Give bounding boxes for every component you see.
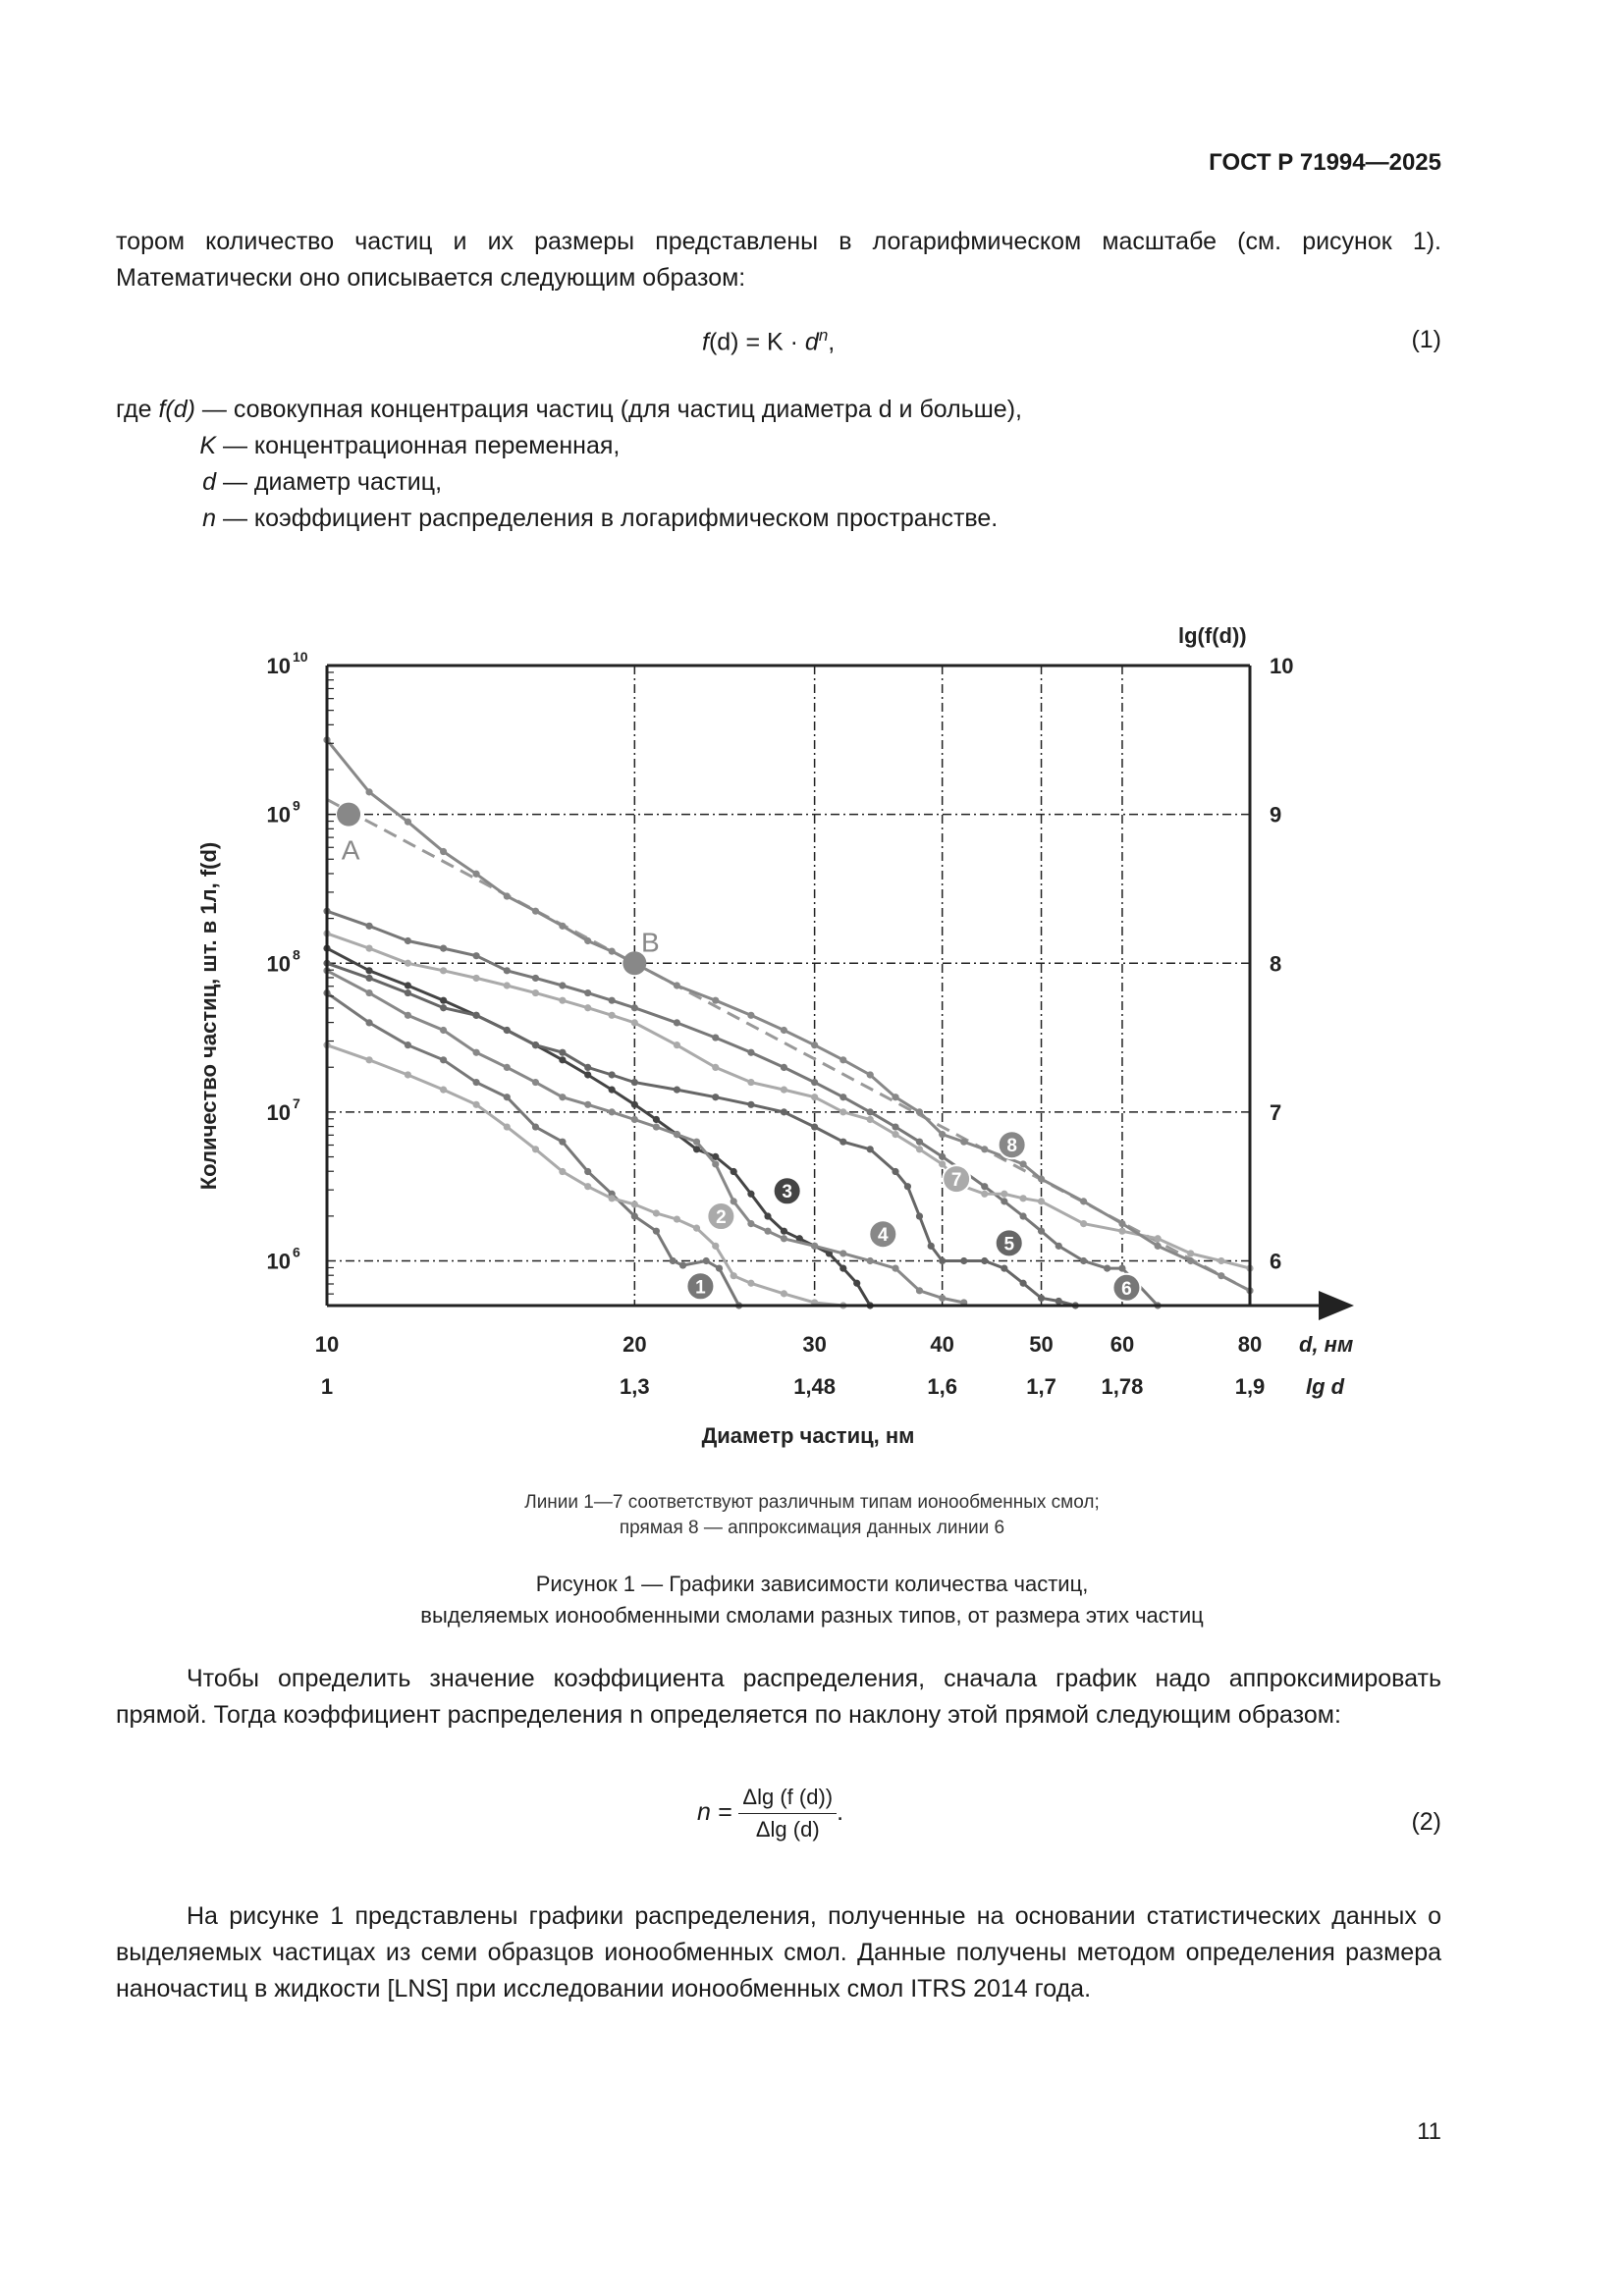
series-marker-2	[712, 1243, 719, 1250]
series-marker-6	[867, 1108, 874, 1115]
series-marker-8	[1080, 1198, 1087, 1204]
series-marker-8	[960, 1139, 967, 1146]
x-axis-title: Диаметр частиц, нм	[701, 1423, 915, 1448]
y-right-tick-label: 9	[1270, 802, 1282, 828]
series-marker-4	[532, 1079, 539, 1086]
series-marker-2	[693, 1225, 700, 1232]
series-marker-2	[653, 1209, 660, 1216]
definition-row	[116, 501, 1022, 537]
figure-caption-line: выделяемых ионообменными смолами разных типов, от размера этих частиц	[420, 1603, 1204, 1628]
series-marker-4	[504, 1064, 511, 1071]
y-right-tick-label: 6	[1270, 1249, 1282, 1274]
series-marker-6	[559, 982, 566, 988]
y-right-tick-label: 10	[1270, 654, 1294, 678]
paragraph-results: На рисунке 1 представлены графики распределения, полученные на основании статистических данных о выделяемых частицах из семи образцов ионообменных смол. Данные получены методом определения размера наночастиц в жидкости [LNS] при исследовании ионообменных смол ITRS 2014 года.	[116, 1902, 1441, 2002]
series-marker-3	[609, 1087, 616, 1094]
series-marker-3	[405, 982, 411, 988]
chart-grid	[327, 666, 1250, 1306]
series-marker-8	[674, 982, 680, 988]
series-marker-8	[405, 819, 411, 826]
x-axis-unit-label: d, нм	[1299, 1332, 1354, 1357]
series-marker-7	[892, 1131, 898, 1138]
series-marker-7	[747, 1079, 754, 1086]
y-axis-title: Количество частиц, шт. в 1л, f(d)	[196, 841, 221, 1191]
series-marker-4	[609, 1108, 616, 1115]
series-marker-1	[504, 1094, 511, 1100]
series-marker-6	[584, 989, 591, 996]
series-marker-6	[504, 967, 511, 974]
series-marker-4	[473, 1049, 480, 1056]
series-marker-7	[1038, 1198, 1045, 1204]
series-marker-4	[584, 1101, 591, 1108]
y-tick-label: 10	[266, 654, 291, 678]
definition-row	[116, 392, 1022, 428]
series-marker-7	[1118, 1228, 1125, 1235]
series-marker-7	[631, 1019, 638, 1026]
series-line-6	[327, 911, 1158, 1306]
series-marker-7	[712, 1064, 719, 1071]
series-marker-5	[839, 1139, 846, 1146]
series-marker-3	[559, 1056, 566, 1063]
series-marker-8	[473, 871, 480, 878]
series-marker-7	[365, 944, 372, 951]
series-marker-7	[674, 1041, 680, 1048]
series-marker-6	[939, 1153, 946, 1160]
series-marker-7	[584, 1004, 591, 1011]
definition-symbol: f(d)	[158, 396, 195, 423]
series-marker-5	[609, 1071, 616, 1078]
series-marker-7	[1019, 1195, 1026, 1201]
series-line-4	[327, 971, 964, 1303]
series-marker-8	[532, 908, 539, 915]
x-lg-tick-label: 1,9	[1234, 1374, 1266, 1399]
series-4	[323, 967, 967, 1306]
point-b-label: B	[640, 927, 660, 958]
series-marker-8	[712, 997, 719, 1004]
series-marker-6	[1019, 1212, 1026, 1219]
series-marker-8	[1187, 1257, 1194, 1264]
series-marker-7	[867, 1116, 874, 1123]
x-lg-tick-label: 1	[320, 1374, 334, 1399]
series-marker-1	[584, 1168, 591, 1175]
formula-1-lhs: f	[702, 328, 709, 356]
series-marker-4	[693, 1139, 700, 1146]
y-tick-exponent: 9	[293, 797, 300, 814]
formula-2-numerator: Δlg (f (d))	[738, 1785, 837, 1814]
series-line-3	[327, 948, 870, 1306]
y-tick-label: 10	[266, 1249, 291, 1274]
series-marker-4	[674, 1131, 680, 1138]
series-marker-4	[731, 1198, 737, 1204]
series-marker-5	[892, 1168, 898, 1175]
figure-caption	[0, 1569, 1624, 1631]
series-marker-8	[1218, 1272, 1224, 1279]
series-marker-7	[939, 1160, 946, 1167]
series-marker-7	[532, 989, 539, 996]
paragraph-approximation: Чтобы определить значение коэффициента распределения, сначала график надо аппроксимировать прямой. Тогда коэффициент распределения n определяется по наклону этой прямой следующим образом:	[116, 1665, 1441, 1729]
series-marker-2	[440, 1087, 447, 1094]
series-marker-3	[440, 997, 447, 1004]
series-marker-6	[1001, 1198, 1007, 1204]
series-marker-5	[504, 1027, 511, 1034]
series-marker-2	[631, 1201, 638, 1207]
series-badge-label-4: 4	[878, 1225, 889, 1247]
series-marker-3	[653, 1116, 660, 1123]
series-marker-8	[1118, 1220, 1125, 1227]
formula-2	[697, 1785, 843, 1842]
definition-symbol: d	[202, 468, 216, 496]
series-marker-4	[764, 1228, 771, 1235]
series-marker-7	[609, 1012, 616, 1019]
formula-1-d: d	[804, 328, 819, 356]
series-marker-8	[440, 848, 447, 855]
document-header: ГОСТ Р 71994—2025	[1209, 149, 1441, 176]
formula-2-lhs: n =	[697, 1798, 732, 1827]
series-marker-5	[781, 1108, 787, 1115]
series-marker-1	[532, 1123, 539, 1130]
series-marker-7	[1218, 1257, 1224, 1264]
series-marker-6	[892, 1123, 898, 1130]
series-marker-7	[473, 975, 480, 982]
series-marker-1	[679, 1261, 686, 1268]
series-marker-3	[731, 1168, 737, 1175]
x-tick-label: 10	[314, 1332, 340, 1357]
formula-1-rhs: = K ·	[738, 328, 805, 356]
series-marker-4	[747, 1220, 754, 1227]
series-marker-6	[981, 1183, 988, 1190]
series-marker-1	[440, 1056, 447, 1063]
series-6	[323, 908, 1161, 1309]
series-marker-5	[405, 989, 411, 996]
series-marker-6	[609, 997, 616, 1004]
series-marker-4	[939, 1295, 946, 1302]
series-marker-6	[1104, 1264, 1110, 1271]
series-marker-2	[609, 1195, 616, 1201]
series-marker-4	[653, 1123, 660, 1130]
y-right-tick-label: 7	[1270, 1099, 1282, 1125]
series-marker-6	[532, 975, 539, 982]
series-marker-2	[473, 1101, 480, 1108]
series-marker-5	[365, 975, 372, 982]
series-marker-1	[405, 1041, 411, 1048]
series-marker-8	[781, 1027, 787, 1034]
figure-note-line: Линии 1—7 соответствуют различным типам ионообменных смол;	[524, 1492, 1100, 1513]
x-tick-label: 40	[930, 1332, 954, 1357]
series-marker-6	[916, 1139, 923, 1146]
series-marker-2	[504, 1123, 511, 1130]
series-5	[323, 960, 1079, 1309]
series-marker-4	[916, 1287, 923, 1294]
intro-paragraph: тором количество частиц и их размеры представлены в логарифмическом масштабе (см. рисунок 1). Математически оно описывается следующим образом:	[116, 228, 1441, 292]
series-marker-8	[939, 1131, 946, 1138]
series-marker-8	[609, 948, 616, 955]
formula-1-tail: ,	[828, 328, 836, 356]
series-marker-5	[532, 1041, 539, 1048]
series-marker-3	[365, 967, 372, 974]
definition-row	[116, 464, 1022, 501]
series-marker-1	[631, 1212, 638, 1219]
series-line-8	[327, 740, 1250, 1291]
definition-dash: —	[216, 432, 254, 459]
series-marker-2	[731, 1272, 737, 1279]
series-marker-8	[584, 937, 591, 944]
series-marker-7	[440, 967, 447, 974]
series-marker-8	[365, 788, 372, 795]
series-badge-label-1: 1	[695, 1277, 706, 1299]
figure-caption-line: Рисунок 1 — Графики зависимости количества частиц,	[535, 1572, 1089, 1596]
series-marker-7	[1187, 1250, 1194, 1256]
series-marker-8	[1019, 1160, 1026, 1167]
y-right-tick-label: 8	[1270, 951, 1282, 977]
series-badge-label-2: 2	[716, 1207, 727, 1229]
series-marker-6	[440, 944, 447, 951]
formula-2-fraction	[738, 1785, 837, 1842]
figure-note	[0, 1490, 1624, 1541]
series-line-5	[327, 963, 1075, 1306]
series-marker-5	[981, 1257, 988, 1264]
series-marker-1	[473, 1079, 480, 1086]
series-marker-5	[1019, 1280, 1026, 1287]
point-a-label: A	[341, 834, 360, 866]
series-marker-8	[981, 1146, 988, 1152]
series-marker-6	[473, 952, 480, 959]
y-tick-exponent: 7	[293, 1095, 300, 1111]
series-marker-6	[747, 1049, 754, 1056]
definition-dash: —	[194, 396, 234, 423]
definition-text: коэффициент распределения в логарифмическом пространстве.	[253, 505, 999, 532]
series-2	[323, 1041, 846, 1309]
series-marker-2	[532, 1146, 539, 1152]
series-marker-2	[747, 1280, 754, 1287]
series-8	[323, 736, 1253, 1294]
particle-distribution-chart	[177, 609, 1414, 1453]
definitions-list	[116, 392, 1022, 537]
series-marker-4	[839, 1250, 846, 1256]
series-marker-2	[584, 1183, 591, 1190]
series-marker-4	[559, 1094, 566, 1100]
series-marker-5	[440, 1004, 447, 1011]
formula-2-number: (2)	[1411, 1808, 1441, 1836]
y-tick-exponent: 6	[293, 1244, 300, 1260]
x-tick-label: 50	[1029, 1332, 1054, 1357]
series-marker-6	[405, 937, 411, 944]
series-marker-6	[631, 1004, 638, 1011]
formula-1-arg: (d)	[708, 328, 739, 356]
definition-row	[116, 428, 1022, 464]
series-marker-5	[939, 1257, 946, 1264]
series-marker-3	[631, 1101, 638, 1108]
series-marker-6	[1038, 1228, 1045, 1235]
definition-dash: —	[216, 468, 254, 496]
definition-text: совокупная концентрация частиц (для частиц диаметра d и больше),	[233, 396, 1022, 423]
series-marker-4	[405, 1012, 411, 1019]
series-marker-2	[674, 1215, 680, 1222]
x-tick-label: 60	[1110, 1332, 1135, 1357]
series-badge-label-5: 5	[1003, 1234, 1015, 1255]
series-marker-8	[839, 1056, 846, 1063]
series-marker-3	[747, 1191, 754, 1198]
series-marker-5	[473, 1012, 480, 1019]
definition-text: диаметр частиц,	[253, 468, 443, 496]
series-marker-2	[365, 1056, 372, 1063]
series-marker-5	[712, 1094, 719, 1100]
y-tick-exponent: 10	[293, 649, 308, 665]
series-marker-3	[764, 1212, 771, 1219]
series-badge-label-7: 7	[950, 1170, 962, 1192]
definition-lead: где	[116, 396, 159, 423]
series-badge-label-6: 6	[1121, 1278, 1132, 1300]
series-marker-1	[365, 1019, 372, 1026]
series-marker-1	[670, 1257, 677, 1264]
chart-axes	[327, 666, 1348, 1306]
series-marker-7	[559, 997, 566, 1004]
series-marker-6	[674, 1019, 680, 1026]
series-marker-5	[584, 1064, 591, 1071]
series-marker-7	[839, 1108, 846, 1115]
x-lg-tick-label: 1,3	[620, 1374, 650, 1399]
series-marker-8	[867, 1071, 874, 1078]
series-marker-5	[1038, 1295, 1045, 1302]
formula-1-exp: n	[818, 326, 829, 345]
series-marker-6	[1056, 1243, 1062, 1250]
x-axis-lg-label: lg d	[1306, 1374, 1345, 1399]
x-tick-label: 20	[623, 1332, 647, 1357]
series-3	[323, 944, 873, 1308]
series-marker-5	[559, 1049, 566, 1056]
definition-symbol: K	[199, 432, 216, 459]
series-marker-5	[1056, 1298, 1062, 1305]
series-marker-7	[916, 1146, 923, 1152]
series-marker-8	[1155, 1243, 1162, 1250]
series-marker-4	[365, 989, 372, 996]
series-marker-7	[781, 1087, 787, 1094]
x-lg-tick-label: 1,78	[1101, 1374, 1144, 1399]
series-marker-4	[712, 1160, 719, 1167]
series-marker-6	[712, 1034, 719, 1041]
series-marker-6	[1080, 1257, 1087, 1264]
series-marker-7	[981, 1191, 988, 1198]
series-marker-5	[674, 1087, 680, 1094]
series-marker-2	[559, 1168, 566, 1175]
series-marker-7	[1155, 1235, 1162, 1242]
y-tick-label: 10	[266, 951, 291, 977]
series-marker-8	[504, 892, 511, 899]
y-tick-label: 10	[266, 802, 291, 828]
series-marker-5	[867, 1146, 874, 1152]
series-marker-7	[1001, 1191, 1007, 1198]
series-marker-5	[747, 1101, 754, 1108]
series-marker-6	[1118, 1264, 1125, 1271]
series-marker-6	[811, 1079, 818, 1086]
series-marker-4	[867, 1257, 874, 1264]
series-marker-5	[960, 1257, 967, 1264]
series-badge-label-8: 8	[1006, 1136, 1017, 1157]
series-marker-5	[916, 1212, 923, 1219]
series-marker-5	[904, 1183, 911, 1190]
series-marker-3	[584, 1071, 591, 1078]
series-marker-1	[653, 1228, 660, 1235]
right-axis-title: lg(f(d))	[1178, 623, 1247, 648]
series-marker-8	[1038, 1176, 1045, 1183]
page-number: 11	[1417, 2118, 1441, 2145]
series-marker-5	[1001, 1264, 1007, 1271]
y-tick-exponent: 8	[293, 946, 300, 963]
series-marker-1	[559, 1139, 566, 1146]
x-lg-tick-label: 1,48	[793, 1374, 837, 1399]
series-marker-3	[853, 1280, 860, 1287]
series-marker-7	[811, 1094, 818, 1100]
series-marker-3	[839, 1264, 846, 1271]
series-marker-7	[504, 982, 511, 988]
formula-2-tail: .	[837, 1798, 844, 1827]
series-badge-label-3: 3	[782, 1182, 792, 1203]
definition-symbol: n	[202, 505, 216, 532]
series-marker-3	[781, 1228, 787, 1235]
series-marker-1	[703, 1257, 710, 1264]
y-tick-label: 10	[266, 1099, 291, 1125]
series-marker-4	[440, 1027, 447, 1034]
series-marker-7	[1080, 1220, 1087, 1227]
series-marker-8	[916, 1108, 923, 1115]
series-marker-5	[928, 1243, 935, 1250]
x-tick-label: 80	[1237, 1332, 1263, 1357]
point-a-marker	[337, 803, 360, 827]
series-marker-8	[747, 1012, 754, 1019]
series-marker-4	[781, 1235, 787, 1242]
series-marker-8	[892, 1094, 898, 1100]
x-tick-label: 30	[802, 1332, 827, 1357]
series-marker-2	[405, 1071, 411, 1078]
chart-series	[323, 736, 1253, 1308]
formula-2-denominator: Δlg (d)	[755, 1817, 820, 1842]
series-marker-6	[781, 1064, 787, 1071]
figure-note-line: прямая 8 — аппроксимация данных линии 6	[619, 1518, 1005, 1538]
formula-1	[702, 326, 835, 356]
series-marker-4	[811, 1243, 818, 1250]
series-marker-4	[631, 1116, 638, 1123]
series-marker-1	[716, 1264, 723, 1271]
series-marker-6	[839, 1094, 846, 1100]
series-marker-5	[811, 1123, 818, 1130]
x-lg-tick-label: 1,6	[927, 1374, 957, 1399]
definition-text: концентрационная переменная,	[253, 432, 621, 459]
formula-1-number: (1)	[1411, 326, 1441, 353]
series-marker-8	[559, 923, 566, 930]
series-marker-7	[405, 960, 411, 967]
series-marker-6	[365, 923, 372, 930]
series-marker-2	[781, 1290, 787, 1297]
series-marker-4	[892, 1264, 898, 1271]
x-lg-tick-label: 1,7	[1026, 1374, 1056, 1399]
definition-dash: —	[216, 505, 254, 532]
series-marker-8	[811, 1041, 818, 1048]
series-marker-5	[631, 1079, 638, 1086]
